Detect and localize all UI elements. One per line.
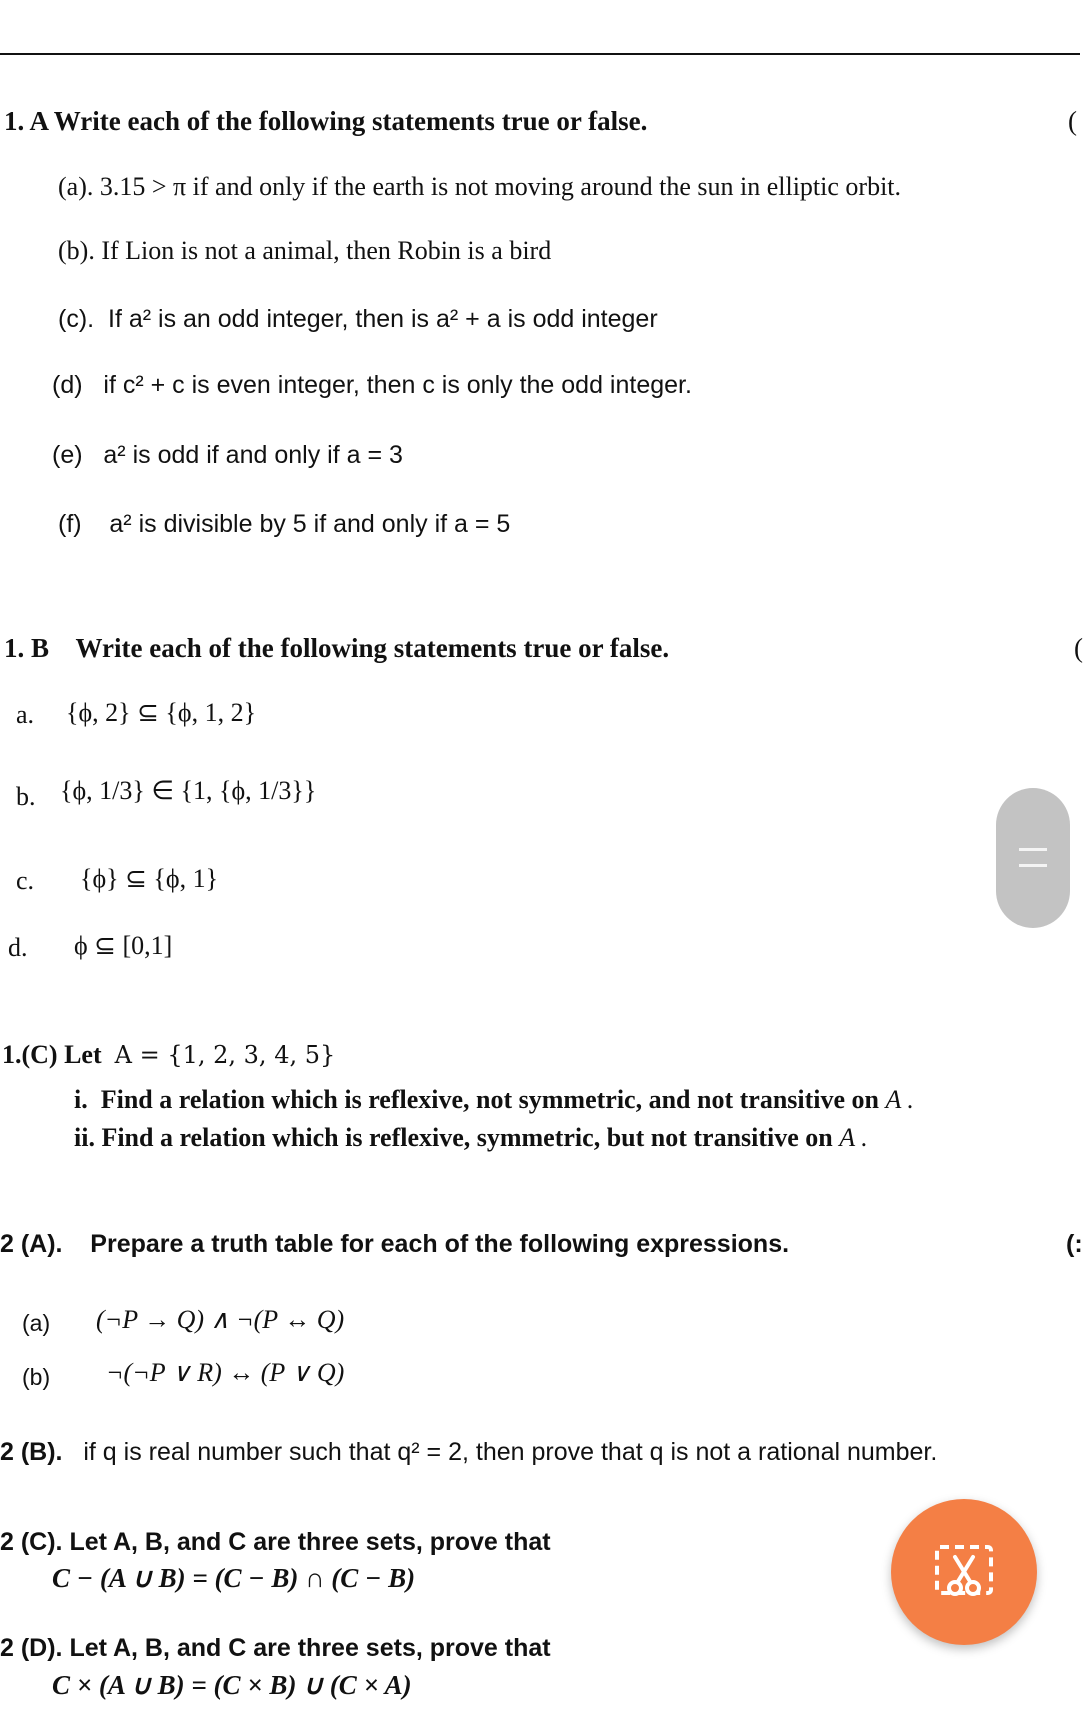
q1a-item-c [58, 305, 658, 334]
q1a-edge-mark: ( [1068, 106, 1077, 136]
q1a-item-a [58, 172, 901, 202]
q1b-item-d-label: d. [8, 933, 28, 962]
q2c-formula: C − (A ∪ B) = (C − B) ∩ (C − B) [52, 1563, 416, 1593]
q1c-item-ii [74, 1123, 868, 1153]
q1a-item-d [52, 371, 692, 400]
q1b-edge-mark: ( [1074, 633, 1083, 663]
q2a-item-a-expr: (¬P → Q) ∧ ¬(P ↔ Q) [96, 1305, 345, 1334]
q2d-formula: C × (A ∪ B) = (C × B) ∪ (C × A) [52, 1670, 412, 1700]
q1c-heading [2, 1040, 335, 1070]
item-text: 3.15 > π if and only if the earth is not moving around the sun in elliptic orbit. [99, 172, 902, 201]
q1a-item-f [58, 510, 510, 539]
q2a-edge-mark: (: [1066, 1230, 1083, 1258]
q1b-item-b-text: {ϕ, 1/3} ∈ {1, {ϕ, 1/3}} [60, 776, 317, 805]
q2d-heading: 2 (D). Let A, B, and C are three sets, prove that [0, 1634, 551, 1662]
item-label: (e) [52, 441, 83, 469]
item-tail: A . [839, 1123, 868, 1152]
q2a-item-b-expr: ¬(¬P ∨ R) ↔ (P ∨ Q) [106, 1358, 345, 1387]
item-text: a² is divisible by 5 if and only if a = 5 [109, 510, 511, 538]
item-label: ii. [74, 1123, 95, 1152]
item-label: (c). [58, 305, 95, 333]
q1a-item-e [52, 441, 403, 470]
item-label: (d) [52, 371, 83, 399]
q2b-label: 2 (B). [0, 1438, 63, 1466]
item-label: (a). [58, 172, 94, 201]
screenshot-fab-button[interactable] [891, 1499, 1037, 1645]
q2a-item-b-label: (b) [22, 1364, 51, 1390]
q2a-item-a-label: (a) [22, 1310, 51, 1336]
q2a-heading-text: Prepare a truth table for each of the following expressions. [90, 1230, 790, 1258]
grip-line-top [1019, 848, 1047, 851]
screenshot-scissors-icon [931, 1539, 997, 1605]
item-text: If a² is an odd integer, then is a² + a is odd integer [108, 305, 658, 333]
q2b-text: if q is real number such that q² = 2, then prove that q is not a rational number. [83, 1438, 938, 1466]
q1b-item-a-text: {ϕ, 2} ⊆ {ϕ, 1, 2} [66, 698, 257, 727]
item-label: i. [74, 1085, 88, 1114]
q2a-heading [0, 1230, 789, 1259]
item-text: a² is odd if and only if a = 3 [103, 441, 403, 469]
q1c-set: A = {1, 2, 3, 4, 5} [114, 1041, 336, 1069]
q2c-heading: 2 (C). Let A, B, and C are three sets, prove that [0, 1528, 551, 1556]
q1b-item-d-text: ϕ ⊆ [0,1] [74, 931, 173, 960]
q1a-item-b [58, 236, 551, 266]
q1b-heading [4, 633, 669, 664]
q1c-item-i [74, 1085, 914, 1115]
q1b-item-b-label: b. [16, 782, 36, 811]
item-text: Find a relation which is reflexive, not symmetric, and not transitive on [100, 1085, 880, 1114]
q1b-item-c-label: c. [16, 866, 35, 895]
q1b-heading-text: Write each of the following statements true or false. [75, 633, 670, 663]
q1a-heading: 1. A Write each of the following statements true or false. [4, 106, 648, 136]
q1b-heading-number: 1. B [4, 633, 50, 663]
q1b-item-a-label: a. [16, 700, 35, 729]
top-divider [0, 53, 1080, 55]
q2b [0, 1438, 937, 1467]
item-text: If Lion is not a animal, then Robin is a bird [101, 236, 552, 265]
item-label: (b). [58, 236, 95, 265]
grip-line-bottom [1019, 864, 1047, 867]
item-text: Find a relation which is reflexive, symmetric, but not transitive on [101, 1123, 833, 1152]
scroll-handle[interactable] [996, 788, 1070, 928]
item-text: if c² + c is even integer, then c is only the odd integer. [103, 371, 692, 399]
q1b-item-c-text: {ϕ} ⊆ {ϕ, 1} [80, 864, 219, 893]
q2a-heading-number: 2 (A). [0, 1230, 63, 1258]
item-tail: A . [885, 1085, 914, 1114]
item-label: (f) [58, 510, 82, 538]
q1c-heading-text: 1.(C) Let [2, 1040, 102, 1069]
